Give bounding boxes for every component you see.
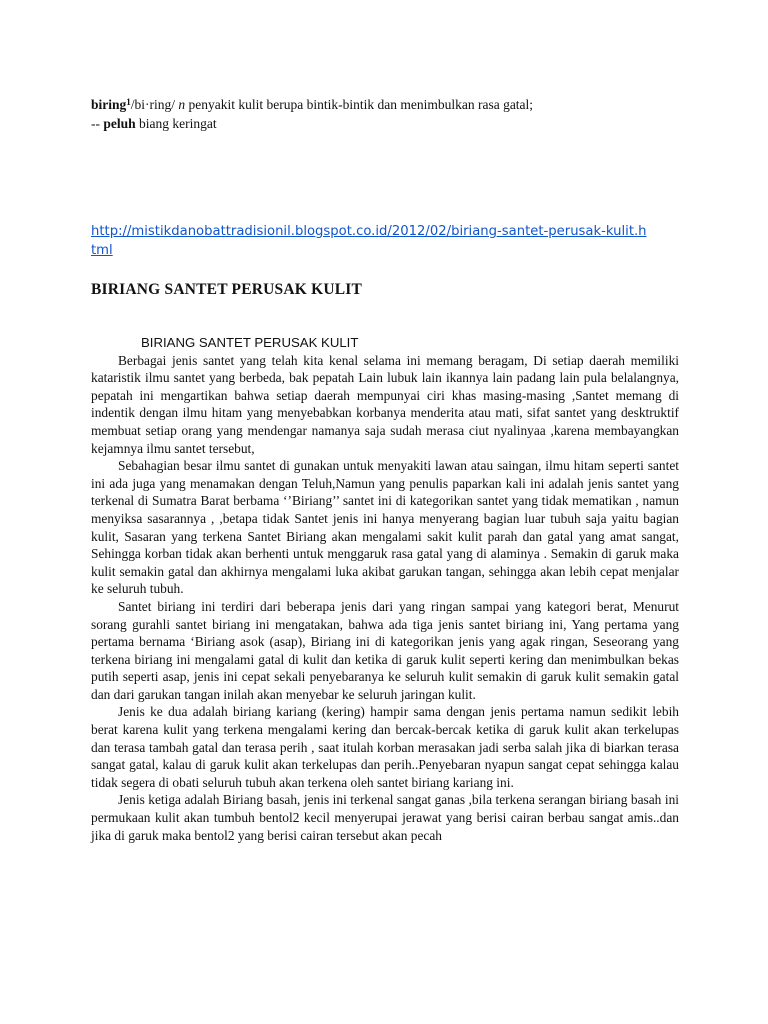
sub-prefix: -- xyxy=(91,116,100,131)
dictionary-entry xyxy=(91,95,691,133)
pronunciation: /bi·ring/ xyxy=(130,97,176,112)
dictionary-line-1 xyxy=(91,95,691,114)
page-title: BIRIANG SANTET PERUSAK KULIT xyxy=(91,281,363,298)
article-body xyxy=(91,334,679,844)
headword: biring xyxy=(91,97,127,112)
dictionary-line-2 xyxy=(91,114,691,133)
article-paragraph: Santet biriang ini terdiri dari beberapa jenis dari yang ringan sampai yang kategori berat, Menurut sorang gurahli santet biriang ini mengatakan, bahwa ada tiga jenis santet biriang ini, Yang pertama yang pertama bernama ‘Biriang asok (asap), Biriang ini di kategorikan jenis yang agak ringan, Seseorang yang terkena biriang ini mengalami gatal di kulit dan ketika di garuk kulit seperti kering dan menimbulkan bekas putih seperti asap, jenis ini cepat sekali penyebaranya ke seluruh kulit semakin di garuk kulit semakin gatal dan dari garukan tangan inilah akan menyebar ke seluruh jaringan kulit. xyxy=(91,598,679,702)
definition: penyakit kulit berupa bintik-bintik dan menimbulkan rasa gatal; xyxy=(188,97,534,112)
source-link[interactable]: http://mistikdanobattradisionil.blogspot.co.id/2012/02/biriang-santet-perusak-kulit.html xyxy=(91,224,647,258)
part-of-speech: n xyxy=(178,97,186,112)
article-subtitle: BIRIANG SANTET PERUSAK KULIT xyxy=(141,335,359,350)
article-paragraph: Jenis ke dua adalah biriang kariang (kering) hampir sama dengan jenis pertama namun sedikit lebih berat karena kulit yang terkena mengalami kering dan bercak-bercak ketika di garuk kulit akan terkelupas dan terasa tambah gatal dan terasa perih , saat itulah korban merasakan jadi serba salah jika di biarkan terasa sangat gatal, kalau di garuk kulit akan terkelupas dan perih..Penyebaran nyapun sangat cepat sehingga kalau tidak segera di obati seluruh tubuh akan terkena oleh santet biriang kariang ini. xyxy=(91,704,679,790)
article-paragraph: Sebahagian besar ilmu santet di gunakan untuk menyakiti lawan atau saingan, ilmu hitam seperti santet ini ada juga yang menamakan dengan Teluh,Namun yang penulis paparkan kali ini adalah jenis santet yang terkenal di Sumatra Barat berbama ‘’Biriang’’ santet ini di kategorikan santet yang tidak mematikan , namun menyiksa sasarannya , ,betapa tidak Santet jenis ini hanya menyerang bagian luar tubuh saja yaitu bagian kulit, Sasaran yang terkena Santet Biriang akan mengalami sakit kulit parah dan gatal yang amat sangat, Sehingga korban tidak akan berhenti untuk menggaruk rasa gatal yang di alaminya . Semakin di garuk maka kulit semakin gatal dan akhirnya mengalami luka akibat garukan tangan, sehingga akan lebih cepat menjalar ke seluruh tubuh. xyxy=(91,458,679,597)
article-paragraph: Jenis ketiga adalah Biriang basah, jenis ini terkenal sangat ganas ,bila terkena serangan biriang basah ini permukaan kulit akan tumbuh bentol2 kecil menyerupai jerawat yang berisi cairan berbau sangat amis..dan jika di garuk maka bentol2 yang berisi cairan tersebut akan pecah xyxy=(91,792,679,843)
sub-word: peluh xyxy=(103,116,136,131)
article-paragraph: Berbagai jenis santet yang telah kita kenal selama ini memang beragam, Di setiap daerah memiliki kataristik ilmu santet yang berbeda, bak pepatah Lain lubuk lain ikannya lain padang lain pula belalangnya, pepatah ini mengartikan bahwa setiap daerah mempunyai ciri khas masing-masing ,Santet memang di indentik dengan ilmu hitam yang menyebabkan korbanya menderita atau mati, sifat santet yang desktruktif membuat setiap orang yang mendengar namanya saja sudah merasa ciut nyalinyaa ,karena membayangkan kejamnya ilmu santet tersebut, xyxy=(91,352,679,456)
headword-superscript: 1 xyxy=(126,97,131,107)
sub-definition: biang keringat xyxy=(139,116,217,131)
